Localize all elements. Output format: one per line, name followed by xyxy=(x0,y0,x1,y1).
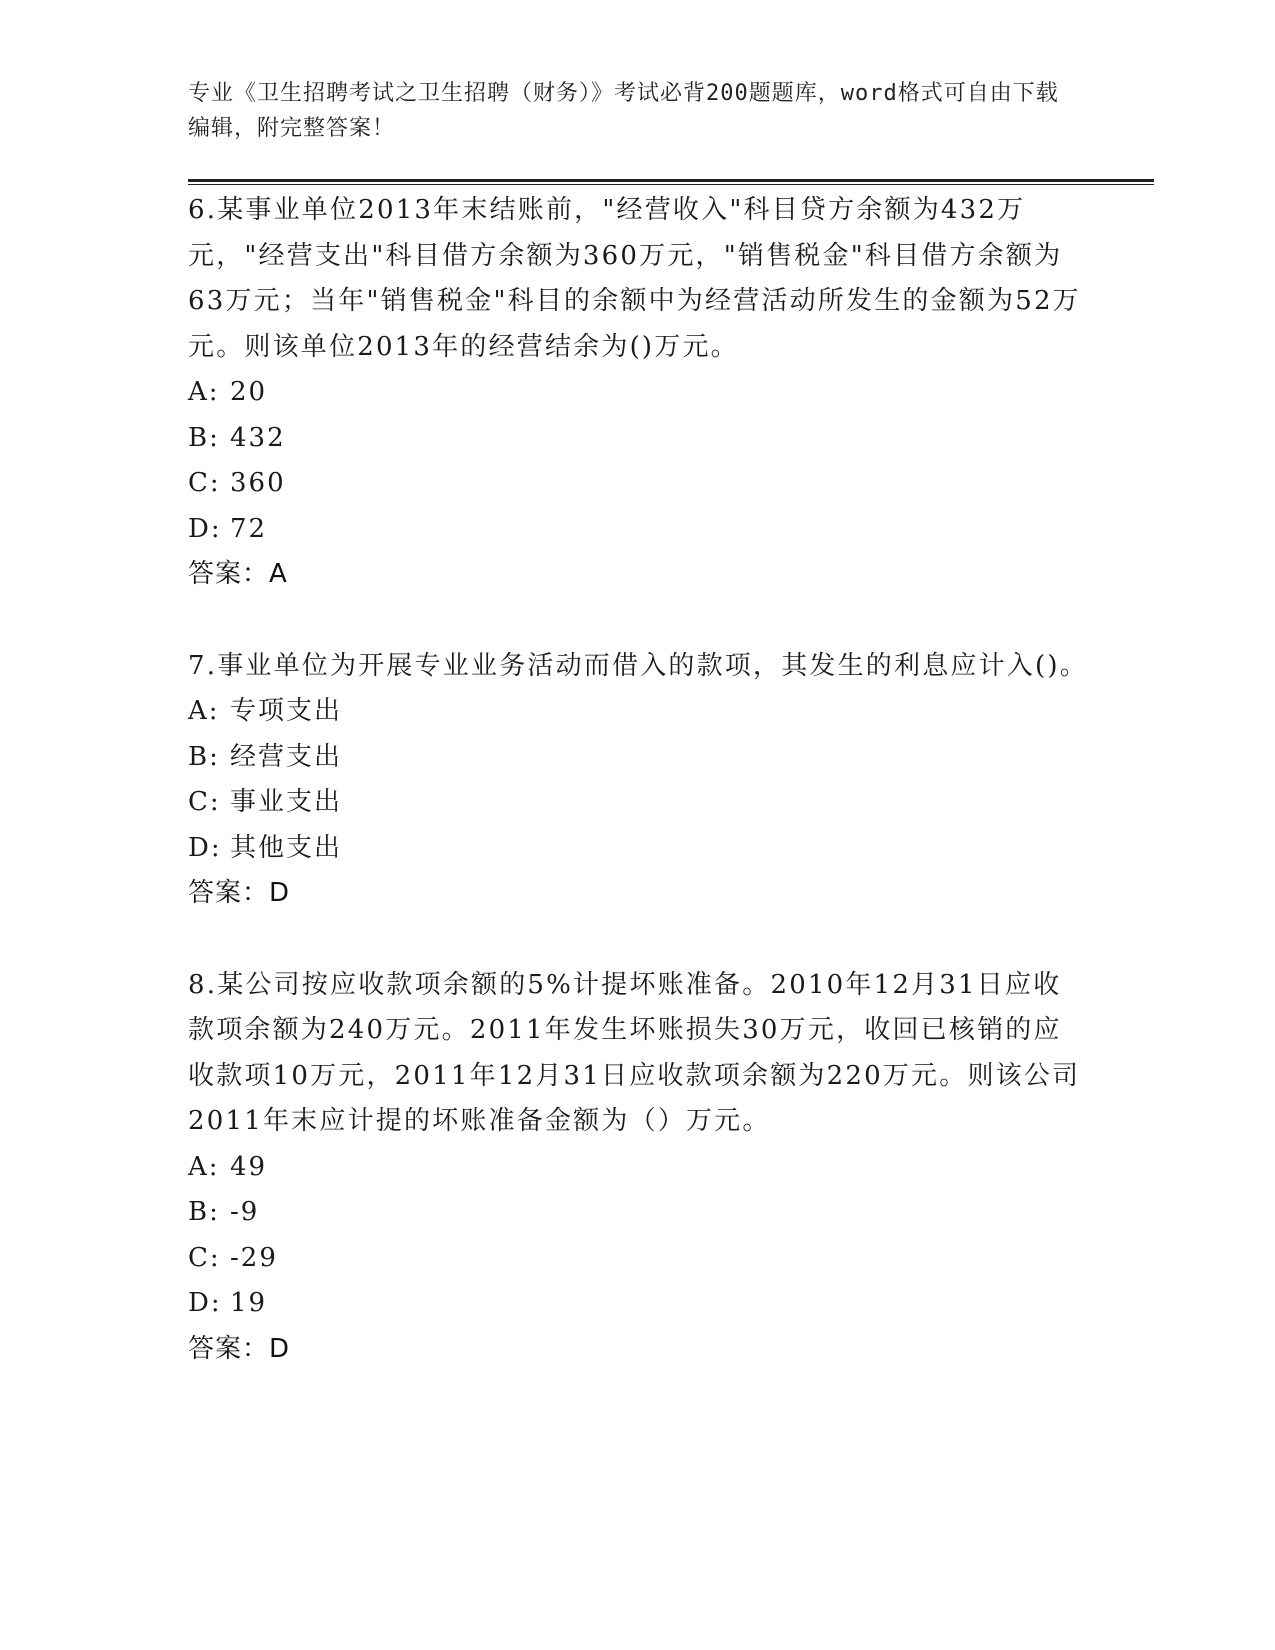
option-letter: B: xyxy=(188,422,220,453)
question-stem: 7.事业单位为开展专业业务活动而借入的款项，其发生的利息应计入()。 xyxy=(188,650,1088,681)
option-letter: C: xyxy=(188,787,221,817)
option-d xyxy=(188,507,1088,553)
answer-line: 答案：D xyxy=(188,878,291,908)
option-c xyxy=(188,780,1088,826)
question-7 xyxy=(188,644,1088,917)
option-a xyxy=(188,1145,1088,1191)
option-letter: A: xyxy=(188,377,220,407)
option-letter: B: xyxy=(188,741,220,772)
option-d xyxy=(188,1281,1088,1327)
option-b xyxy=(188,1190,1088,1236)
option-text: -29 xyxy=(230,1242,278,1273)
option-letter: C: xyxy=(188,1242,221,1273)
question-stem: 8.某公司按应收款项余额的5%计提坏账准备。2010年12月31日应收款项余额为240万元。2011年发生坏账损失30万元，收回已核销的应收款项10万元，2011年12月31日应收款项余额为220万元。则该公司2011年末应计提的坏账准备金额为（）万元。 xyxy=(188,969,1081,1136)
option-c xyxy=(188,461,1088,507)
document-header: 专业《卫生招聘考试之卫生招聘（财务）》考试必背200题题库，word格式可自由下载编辑，附完整答案！ xyxy=(188,81,1059,141)
option-text: -9 xyxy=(230,1197,260,1227)
option-letter: D: xyxy=(188,1288,222,1318)
option-d xyxy=(188,826,1088,872)
option-letter: D: xyxy=(188,832,222,863)
option-b xyxy=(188,735,1088,781)
option-text: 20 xyxy=(230,377,268,407)
option-text: 19 xyxy=(230,1288,268,1318)
option-letter: A: xyxy=(188,1151,220,1182)
question-stem: 6.某事业单位2013年末结账前，"经营收入"科目贷方余额为432万元，"经营支出"科目借方余额为360万元，"销售税金"科目借方余额为63万元；当年"销售税金"科目的余额中为经营活动所发生的金额为52万元。则该单位2013年的经营结余为()万元。 xyxy=(188,195,1081,362)
document-page xyxy=(188,0,1158,1650)
header-rule-thick xyxy=(188,179,1154,182)
answer-line: 答案：A xyxy=(188,559,288,589)
option-text: 其他支出 xyxy=(230,832,343,863)
option-text: 经营支出 xyxy=(230,741,343,772)
option-text: 432 xyxy=(230,422,286,453)
header-rule-thin xyxy=(188,184,1154,185)
option-text: 72 xyxy=(230,513,268,544)
option-letter: C: xyxy=(188,468,221,498)
question-8 xyxy=(188,963,1088,1373)
option-letter: D: xyxy=(188,513,222,544)
question-6 xyxy=(188,188,1088,598)
option-a xyxy=(188,370,1088,416)
option-text: 专项支出 xyxy=(230,696,343,726)
option-letter: B: xyxy=(188,1197,220,1227)
option-text: 事业支出 xyxy=(230,787,343,817)
option-b xyxy=(188,416,1088,462)
option-text: 360 xyxy=(230,468,286,498)
option-text: 49 xyxy=(230,1151,268,1182)
option-c xyxy=(188,1236,1088,1282)
answer-line: 答案：D xyxy=(188,1333,291,1364)
option-a xyxy=(188,689,1088,735)
option-letter: A: xyxy=(188,696,220,726)
question-list xyxy=(188,188,1088,1418)
